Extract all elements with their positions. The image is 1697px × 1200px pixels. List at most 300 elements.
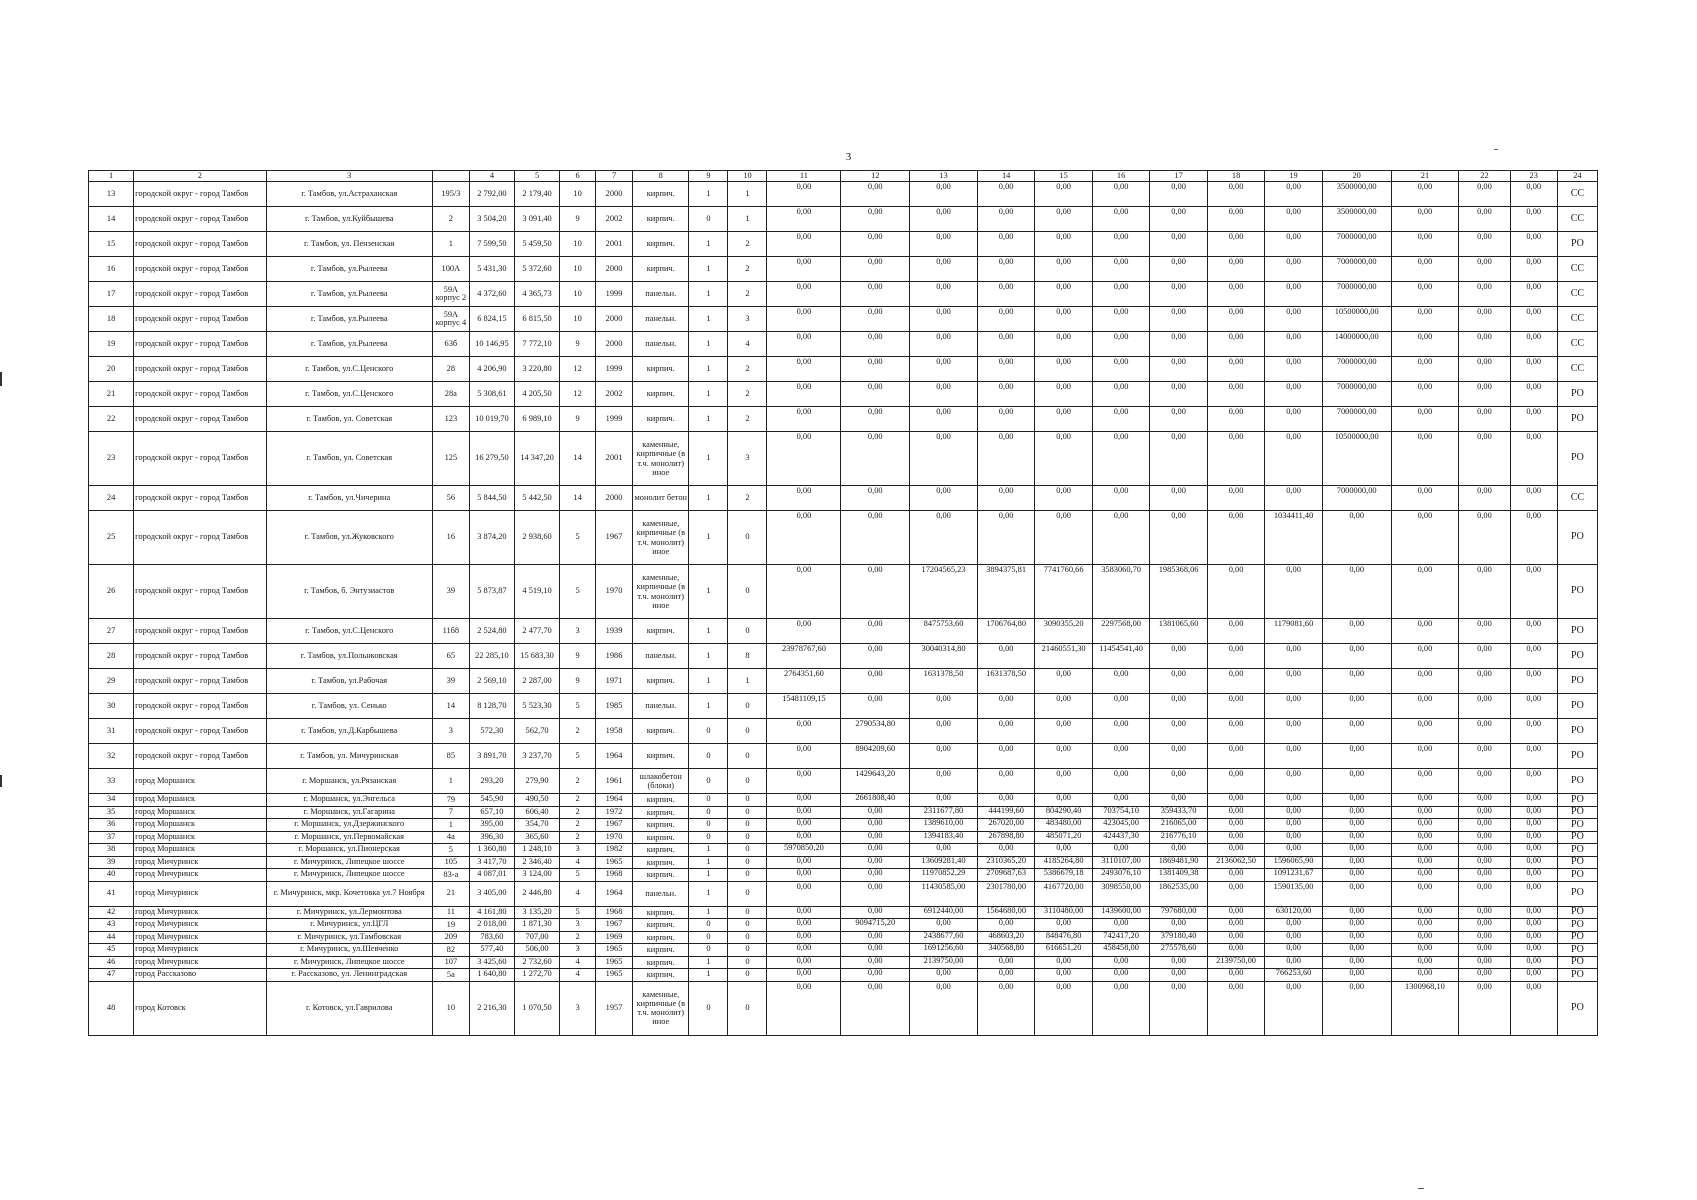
cell-building-number: 65	[432, 644, 469, 669]
cell-col-19: 0,00	[1265, 944, 1322, 957]
cell-col-21: 0,00	[1391, 694, 1459, 719]
cell-col-14: 0,00	[977, 969, 1034, 982]
cell-col-16: 0,00	[1092, 511, 1149, 565]
table-row	[89, 619, 1598, 644]
cell-living-area: 3 124,00	[514, 869, 559, 882]
cell-total-area: 572,30	[469, 719, 514, 744]
cell-col-21: 0,00	[1391, 644, 1459, 669]
cell-building-number: 79	[432, 794, 469, 807]
cell-col-10: 0	[728, 769, 767, 794]
cell-year-built: 1970	[596, 565, 633, 619]
cell-col-23: 0,00	[1510, 956, 1557, 969]
cell-total-area: 1 360,80	[469, 844, 514, 857]
cell-col-16: 2297568,00	[1092, 619, 1149, 644]
cell-floors: 14	[560, 432, 596, 486]
cell-col-21: 0,00	[1391, 819, 1459, 832]
cell-municipality: городской округ - город Тамбов	[134, 232, 266, 257]
cell-row-number: 41	[89, 881, 134, 906]
cell-col-14: 1706764,80	[977, 619, 1034, 644]
cell-wall-material: кирпич.	[633, 819, 689, 832]
cell-floors: 2	[560, 831, 596, 844]
cell-living-area: 1 248,10	[514, 844, 559, 857]
cell-col-9: 1	[689, 644, 728, 669]
cell-floors: 2	[560, 819, 596, 832]
cell-col-15: 0,00	[1035, 382, 1092, 407]
cell-col-20: 0,00	[1322, 794, 1391, 807]
column-header-5: 4	[469, 171, 514, 182]
cell-col-21: 0,00	[1391, 844, 1459, 857]
cell-col-16: 423045,00	[1092, 819, 1149, 832]
cell-col-15: 3090355,20	[1035, 619, 1092, 644]
cell-building-number: 39	[432, 669, 469, 694]
cell-building-number: 11б8	[432, 619, 469, 644]
cell-living-area: 4 205,50	[514, 382, 559, 407]
cell-col-19: 0,00	[1265, 794, 1322, 807]
cell-col-12: 0,00	[841, 232, 910, 257]
cell-col-19: 0,00	[1265, 332, 1322, 357]
cell-col-10: 0	[728, 794, 767, 807]
table-row	[89, 931, 1598, 944]
cell-col-23: 0,00	[1510, 931, 1557, 944]
cell-col-23: 0,00	[1510, 511, 1557, 565]
cell-col-11: 0,00	[767, 207, 841, 232]
cell-col-9: 0	[689, 819, 728, 832]
cell-address: г. Тамбов, ул.С.Ценского	[266, 382, 432, 407]
cell-col-14: 0,00	[977, 744, 1034, 769]
cell-col-12: 0,00	[841, 694, 910, 719]
cell-col-9: 1	[689, 956, 728, 969]
cell-col-22: 0,00	[1459, 332, 1510, 357]
cell-col-16: 0,00	[1092, 981, 1149, 1035]
cell-municipality: городской округ - город Тамбов	[134, 432, 266, 486]
cell-col-16: 0,00	[1092, 969, 1149, 982]
cell-municipality: город Мичуринск	[134, 956, 266, 969]
cell-wall-material: кирпич.	[633, 906, 689, 919]
cell-col-11: 0,00	[767, 906, 841, 919]
cell-col-20: 0,00	[1322, 981, 1391, 1035]
cell-row-number: 42	[89, 906, 134, 919]
cell-wall-material: кирпич.	[633, 856, 689, 869]
cell-col-10: 1	[728, 669, 767, 694]
cell-row-number: 18	[89, 307, 134, 332]
cell-col-20: 14000000,00	[1322, 332, 1391, 357]
column-header-21: 20	[1322, 171, 1391, 182]
cell-address: г. Мичуринск, Липецкое шоссе	[266, 956, 432, 969]
cell-col-10: 8	[728, 644, 767, 669]
cell-col-24: СС	[1557, 207, 1597, 232]
cell-col-17: 0,00	[1150, 207, 1207, 232]
cell-col-20: 3500000,00	[1322, 182, 1391, 207]
cell-col-12: 0,00	[841, 332, 910, 357]
cell-col-11: 0,00	[767, 232, 841, 257]
header-row	[89, 171, 1598, 182]
cell-total-area: 293,20	[469, 769, 514, 794]
cell-col-23: 0,00	[1510, 382, 1557, 407]
cell-wall-material: панельн.	[633, 282, 689, 307]
cell-col-20: 0,00	[1322, 944, 1391, 957]
cell-col-10: 0	[728, 744, 767, 769]
cell-total-area: 6 824,15	[469, 307, 514, 332]
cell-wall-material: каменные, кирпичные (в т.ч. монолит) иное	[633, 981, 689, 1035]
cell-col-12: 0,00	[841, 856, 910, 869]
cell-col-17: 0,00	[1150, 844, 1207, 857]
cell-col-23: 0,00	[1510, 432, 1557, 486]
cell-col-22: 0,00	[1459, 719, 1510, 744]
cell-col-23: 0,00	[1510, 232, 1557, 257]
cell-col-24: СС	[1557, 182, 1597, 207]
cell-col-24: РО	[1557, 407, 1597, 432]
cell-municipality: городской округ - город Тамбов	[134, 511, 266, 565]
cell-col-21: 0,00	[1391, 869, 1459, 882]
cell-living-area: 5 459,50	[514, 232, 559, 257]
cell-living-area: 5 372,60	[514, 257, 559, 282]
cell-building-number: 5	[432, 844, 469, 857]
cell-col-18: 0,00	[1207, 486, 1264, 511]
cell-col-18: 0,00	[1207, 719, 1264, 744]
cell-total-area: 10 019,70	[469, 407, 514, 432]
cell-col-17: 0,00	[1150, 307, 1207, 332]
cell-col-17: 0,00	[1150, 794, 1207, 807]
cell-col-10: 1	[728, 182, 767, 207]
cell-col-14: 0,00	[977, 644, 1034, 669]
cell-col-13: 0,00	[910, 694, 978, 719]
cell-col-20: 7000000,00	[1322, 257, 1391, 282]
cell-col-17: 0,00	[1150, 769, 1207, 794]
cell-col-13: 0,00	[910, 511, 978, 565]
cell-col-18: 0,00	[1207, 182, 1264, 207]
cell-living-area: 1 272,70	[514, 969, 559, 982]
cell-col-17: 0,00	[1150, 744, 1207, 769]
cell-col-19: 0,00	[1265, 806, 1322, 819]
cell-col-22: 0,00	[1459, 769, 1510, 794]
cell-col-13: 0,00	[910, 332, 978, 357]
cell-col-14: 1564680,00	[977, 906, 1034, 919]
cell-col-17: 0,00	[1150, 669, 1207, 694]
cell-address: г. Моршанск, ул.Первомайская	[266, 831, 432, 844]
cell-col-15: 0,00	[1035, 981, 1092, 1035]
cell-col-19: 0,00	[1265, 232, 1322, 257]
cell-year-built: 1999	[596, 357, 633, 382]
cell-col-13: 17204565,23	[910, 565, 978, 619]
cell-col-12: 0,00	[841, 956, 910, 969]
cell-col-11: 2764351,60	[767, 669, 841, 694]
cell-col-23: 0,00	[1510, 357, 1557, 382]
cell-col-19: 630120,00	[1265, 906, 1322, 919]
cell-col-15: 0,00	[1035, 511, 1092, 565]
table-row	[89, 769, 1598, 794]
cell-col-24: РО	[1557, 844, 1597, 857]
cell-living-area: 14 347,20	[514, 432, 559, 486]
cell-col-18: 0,00	[1207, 806, 1264, 819]
cell-col-9: 1	[689, 511, 728, 565]
cell-col-12: 0,00	[841, 669, 910, 694]
cell-col-20: 0,00	[1322, 669, 1391, 694]
cell-col-16: 0,00	[1092, 694, 1149, 719]
cell-address: г. Мичуринск, ул.ЦГЛ	[266, 919, 432, 932]
column-header-13: 12	[841, 171, 910, 182]
cell-year-built: 2000	[596, 182, 633, 207]
cell-col-17: 0,00	[1150, 182, 1207, 207]
cell-wall-material: кирпич.	[633, 919, 689, 932]
cell-municipality: городской округ - город Тамбов	[134, 257, 266, 282]
column-header-23: 22	[1459, 171, 1510, 182]
cell-municipality: городской округ - город Тамбов	[134, 719, 266, 744]
cell-col-19: 0,00	[1265, 919, 1322, 932]
cell-col-19: 0,00	[1265, 257, 1322, 282]
cell-total-area: 396,30	[469, 831, 514, 844]
cell-year-built: 1964	[596, 794, 633, 807]
cell-wall-material: панельн.	[633, 644, 689, 669]
cell-floors: 2	[560, 719, 596, 744]
cell-col-21: 0,00	[1391, 332, 1459, 357]
cell-col-9: 1	[689, 282, 728, 307]
table-row	[89, 644, 1598, 669]
cell-col-24: РО	[1557, 856, 1597, 869]
cell-col-16: 458458,00	[1092, 944, 1149, 957]
cell-year-built: 1961	[596, 769, 633, 794]
cell-col-16: 0,00	[1092, 432, 1149, 486]
cell-col-15: 0,00	[1035, 919, 1092, 932]
cell-floors: 5	[560, 744, 596, 769]
cell-col-19: 0,00	[1265, 644, 1322, 669]
cell-col-15: 0,00	[1035, 719, 1092, 744]
cell-col-16: 0,00	[1092, 744, 1149, 769]
cell-col-22: 0,00	[1459, 806, 1510, 819]
cell-col-16: 3110107,00	[1092, 856, 1149, 869]
cell-col-13: 0,00	[910, 769, 978, 794]
cell-building-number: 63б	[432, 332, 469, 357]
cell-wall-material: кирпич.	[633, 232, 689, 257]
cell-total-area: 545,90	[469, 794, 514, 807]
cell-row-number: 40	[89, 869, 134, 882]
cell-col-23: 0,00	[1510, 644, 1557, 669]
cell-year-built: 1969	[596, 931, 633, 944]
cell-col-18: 2139750,00	[1207, 956, 1264, 969]
cell-col-16: 1439600,00	[1092, 906, 1149, 919]
cell-wall-material: кирпич.	[633, 669, 689, 694]
cell-row-number: 17	[89, 282, 134, 307]
cell-col-10: 0	[728, 565, 767, 619]
cell-living-area: 1 070,50	[514, 981, 559, 1035]
cell-col-20: 7000000,00	[1322, 357, 1391, 382]
cell-col-20: 0,00	[1322, 694, 1391, 719]
cell-col-24: РО	[1557, 432, 1597, 486]
cell-municipality: городской округ - город Тамбов	[134, 357, 266, 382]
cell-col-19: 0,00	[1265, 694, 1322, 719]
cell-municipality: город Моршанск	[134, 819, 266, 832]
cell-col-17: 275578,60	[1150, 944, 1207, 957]
cell-living-area: 3 135,20	[514, 906, 559, 919]
cell-col-18: 0,00	[1207, 819, 1264, 832]
cell-row-number: 22	[89, 407, 134, 432]
cell-col-9: 1	[689, 869, 728, 882]
cell-col-17: 0,00	[1150, 956, 1207, 969]
cell-col-10: 0	[728, 906, 767, 919]
cell-floors: 10	[560, 282, 596, 307]
cell-col-11: 0,00	[767, 831, 841, 844]
cell-col-15: 0,00	[1035, 969, 1092, 982]
cell-col-19: 1596065,90	[1265, 856, 1322, 869]
column-header-19: 18	[1207, 171, 1264, 182]
cell-col-16: 0,00	[1092, 257, 1149, 282]
cell-row-number: 13	[89, 182, 134, 207]
table-row	[89, 669, 1598, 694]
cell-col-13: 0,00	[910, 257, 978, 282]
cell-floors: 3	[560, 619, 596, 644]
column-header-17: 16	[1092, 171, 1149, 182]
cell-municipality: городской округ - город Тамбов	[134, 407, 266, 432]
column-header-2: 2	[134, 171, 266, 182]
cell-total-area: 22 285,10	[469, 644, 514, 669]
cell-col-9: 0	[689, 794, 728, 807]
housing-table	[88, 170, 1598, 1036]
column-header-7: 6	[560, 171, 596, 182]
cell-col-16: 3583060,70	[1092, 565, 1149, 619]
cell-floors: 4	[560, 956, 596, 969]
cell-floors: 2	[560, 806, 596, 819]
cell-col-11: 0,00	[767, 881, 841, 906]
cell-col-9: 1	[689, 881, 728, 906]
cell-col-24: РО	[1557, 769, 1597, 794]
cell-col-15: 21460551,30	[1035, 644, 1092, 669]
cell-col-18: 0,00	[1207, 644, 1264, 669]
cell-col-9: 1	[689, 332, 728, 357]
cell-col-12: 0,00	[841, 881, 910, 906]
cell-living-area: 2 287,00	[514, 669, 559, 694]
cell-col-13: 2311677,80	[910, 806, 978, 819]
cell-col-12: 0,00	[841, 944, 910, 957]
cell-address: г. Тамбов, ул. Советская	[266, 432, 432, 486]
cell-municipality: город Мичуринск	[134, 919, 266, 932]
table-body	[89, 182, 1598, 1036]
cell-col-12: 0,00	[841, 619, 910, 644]
cell-total-area: 2 018,00	[469, 919, 514, 932]
cell-row-number: 25	[89, 511, 134, 565]
cell-municipality: город Мичуринск	[134, 906, 266, 919]
cell-wall-material: панельн.	[633, 881, 689, 906]
cell-col-14: 0,00	[977, 207, 1034, 232]
cell-col-15: 4185264,80	[1035, 856, 1092, 869]
cell-row-number: 21	[89, 382, 134, 407]
cell-col-18: 0,00	[1207, 282, 1264, 307]
cell-municipality: город Рассказово	[134, 969, 266, 982]
cell-col-22: 0,00	[1459, 844, 1510, 857]
table-row	[89, 744, 1598, 769]
cell-col-21: 0,00	[1391, 511, 1459, 565]
cell-municipality: городской округ - город Тамбов	[134, 565, 266, 619]
cell-col-9: 1	[689, 232, 728, 257]
cell-col-13: 1389610,00	[910, 819, 978, 832]
cell-total-area: 5 308,61	[469, 382, 514, 407]
cell-col-20: 0,00	[1322, 844, 1391, 857]
page-number: 3	[845, 151, 852, 163]
cell-col-15: 804290,40	[1035, 806, 1092, 819]
cell-row-number: 32	[89, 744, 134, 769]
table-row	[89, 794, 1598, 807]
cell-col-18: 0,00	[1207, 407, 1264, 432]
cell-col-15: 0,00	[1035, 207, 1092, 232]
table-row	[89, 182, 1598, 207]
cell-living-area: 2 446,80	[514, 881, 559, 906]
table-row	[89, 819, 1598, 832]
cell-col-9: 0	[689, 831, 728, 844]
cell-col-12: 0,00	[841, 407, 910, 432]
cell-row-number: 24	[89, 486, 134, 511]
cell-address: г. Тамбов, ул.Рабочая	[266, 669, 432, 694]
cell-col-10: 2	[728, 232, 767, 257]
cell-col-12: 2790534,80	[841, 719, 910, 744]
cell-col-21: 0,00	[1391, 382, 1459, 407]
cell-col-14: 0,00	[977, 794, 1034, 807]
cell-wall-material: кирпич.	[633, 407, 689, 432]
cell-address: г. Тамбов, ул.Рылеева	[266, 307, 432, 332]
cell-col-22: 0,00	[1459, 486, 1510, 511]
cell-year-built: 1999	[596, 282, 633, 307]
cell-col-21: 0,00	[1391, 919, 1459, 932]
cell-col-18: 0,00	[1207, 794, 1264, 807]
cell-year-built: 2002	[596, 207, 633, 232]
cell-total-area: 2 216,30	[469, 981, 514, 1035]
cell-municipality: городской округ - город Тамбов	[134, 486, 266, 511]
cell-col-14: 0,00	[977, 981, 1034, 1035]
cell-living-area: 365,60	[514, 831, 559, 844]
cell-col-22: 0,00	[1459, 794, 1510, 807]
cell-address: г. Котовск, ул.Гаврилова	[266, 981, 432, 1035]
cell-col-24: СС	[1557, 332, 1597, 357]
cell-col-15: 0,00	[1035, 844, 1092, 857]
cell-col-12: 0,00	[841, 307, 910, 332]
cell-col-15: 7741760,66	[1035, 565, 1092, 619]
cell-total-area: 3 504,20	[469, 207, 514, 232]
cell-col-15: 0,00	[1035, 182, 1092, 207]
cell-col-14: 0,00	[977, 407, 1034, 432]
cell-floors: 2	[560, 769, 596, 794]
cell-col-15: 0,00	[1035, 744, 1092, 769]
cell-row-number: 26	[89, 565, 134, 619]
cell-col-18: 0,00	[1207, 869, 1264, 882]
cell-year-built: 1999	[596, 407, 633, 432]
cell-col-24: РО	[1557, 944, 1597, 957]
cell-col-14: 0,00	[977, 382, 1034, 407]
cell-col-21: 0,00	[1391, 744, 1459, 769]
cell-col-11: 0,00	[767, 382, 841, 407]
cell-col-13: 11970852,29	[910, 869, 978, 882]
cell-building-number: 56	[432, 486, 469, 511]
cell-col-10: 2	[728, 282, 767, 307]
cell-year-built: 2002	[596, 382, 633, 407]
cell-col-21: 0,00	[1391, 407, 1459, 432]
cell-address: г. Рассказово, ул. Ленинградская	[266, 969, 432, 982]
cell-address: г. Тамбов, ул. Сенько	[266, 694, 432, 719]
cell-col-19: 0,00	[1265, 844, 1322, 857]
cell-col-10: 2	[728, 486, 767, 511]
cell-col-9: 0	[689, 931, 728, 944]
cell-living-area: 506,00	[514, 944, 559, 957]
cell-col-17: 0,00	[1150, 257, 1207, 282]
cell-col-13: 0,00	[910, 357, 978, 382]
cell-col-11: 0,00	[767, 257, 841, 282]
cell-col-16: 0,00	[1092, 357, 1149, 382]
cell-year-built: 1967	[596, 511, 633, 565]
cell-col-21: 0,00	[1391, 486, 1459, 511]
cell-living-area: 2 938,60	[514, 511, 559, 565]
cell-municipality: город Мичуринск	[134, 869, 266, 882]
cell-col-16: 0,00	[1092, 669, 1149, 694]
data-sheet	[88, 170, 1598, 1036]
cell-row-number: 16	[89, 257, 134, 282]
cell-col-13: 0,00	[910, 844, 978, 857]
cell-year-built: 1964	[596, 744, 633, 769]
